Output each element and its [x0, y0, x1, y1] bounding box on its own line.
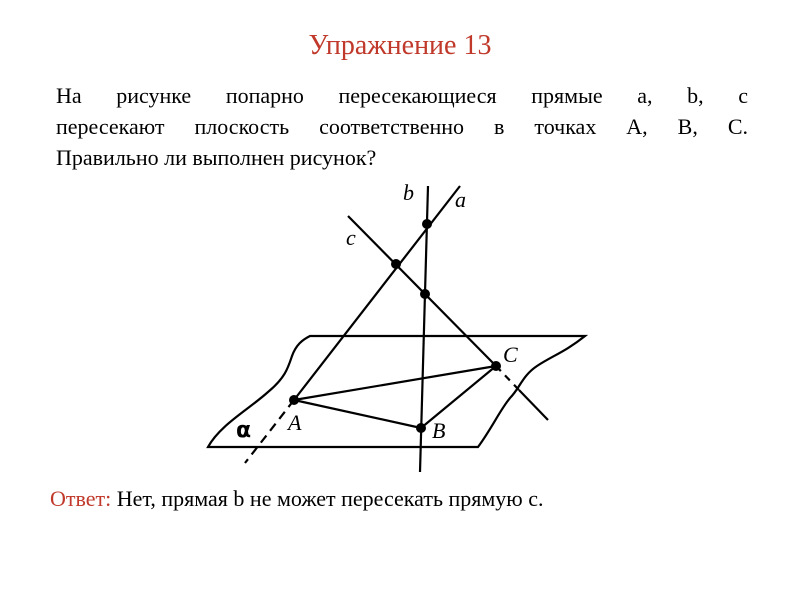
exercise-title: Упражнение 13	[308, 30, 492, 61]
point-A	[289, 395, 299, 405]
label-point-A: A	[288, 410, 302, 435]
point-ab-intersection	[422, 219, 432, 229]
answer-label: Ответ:	[50, 486, 112, 511]
problem-line-3: Правильно ли выполнен рисунок?	[56, 145, 377, 170]
label-plane-alpha: α	[236, 418, 252, 443]
label-point-B: B	[432, 418, 446, 443]
line-c-lower	[519, 390, 548, 420]
label-line-b: b	[403, 180, 414, 205]
label-line-a: a	[455, 187, 466, 212]
answer-text: Нет, прямая b не может пересекать прямую c.	[116, 486, 544, 511]
point-ac-intersection	[391, 259, 401, 269]
plane-alpha	[208, 336, 585, 447]
problem-line-1: На рисунке попарно пересекающиеся прямые a, b, c	[56, 83, 748, 108]
problem-line-2: пересекают плоскость соответственно в точках A, B, C.	[56, 114, 748, 139]
answer	[50, 486, 544, 512]
point-B	[416, 423, 426, 433]
point-C	[491, 361, 501, 371]
point-bc-intersection	[420, 289, 430, 299]
label-line-c: c	[346, 225, 356, 250]
label-point-C: C	[503, 342, 518, 367]
